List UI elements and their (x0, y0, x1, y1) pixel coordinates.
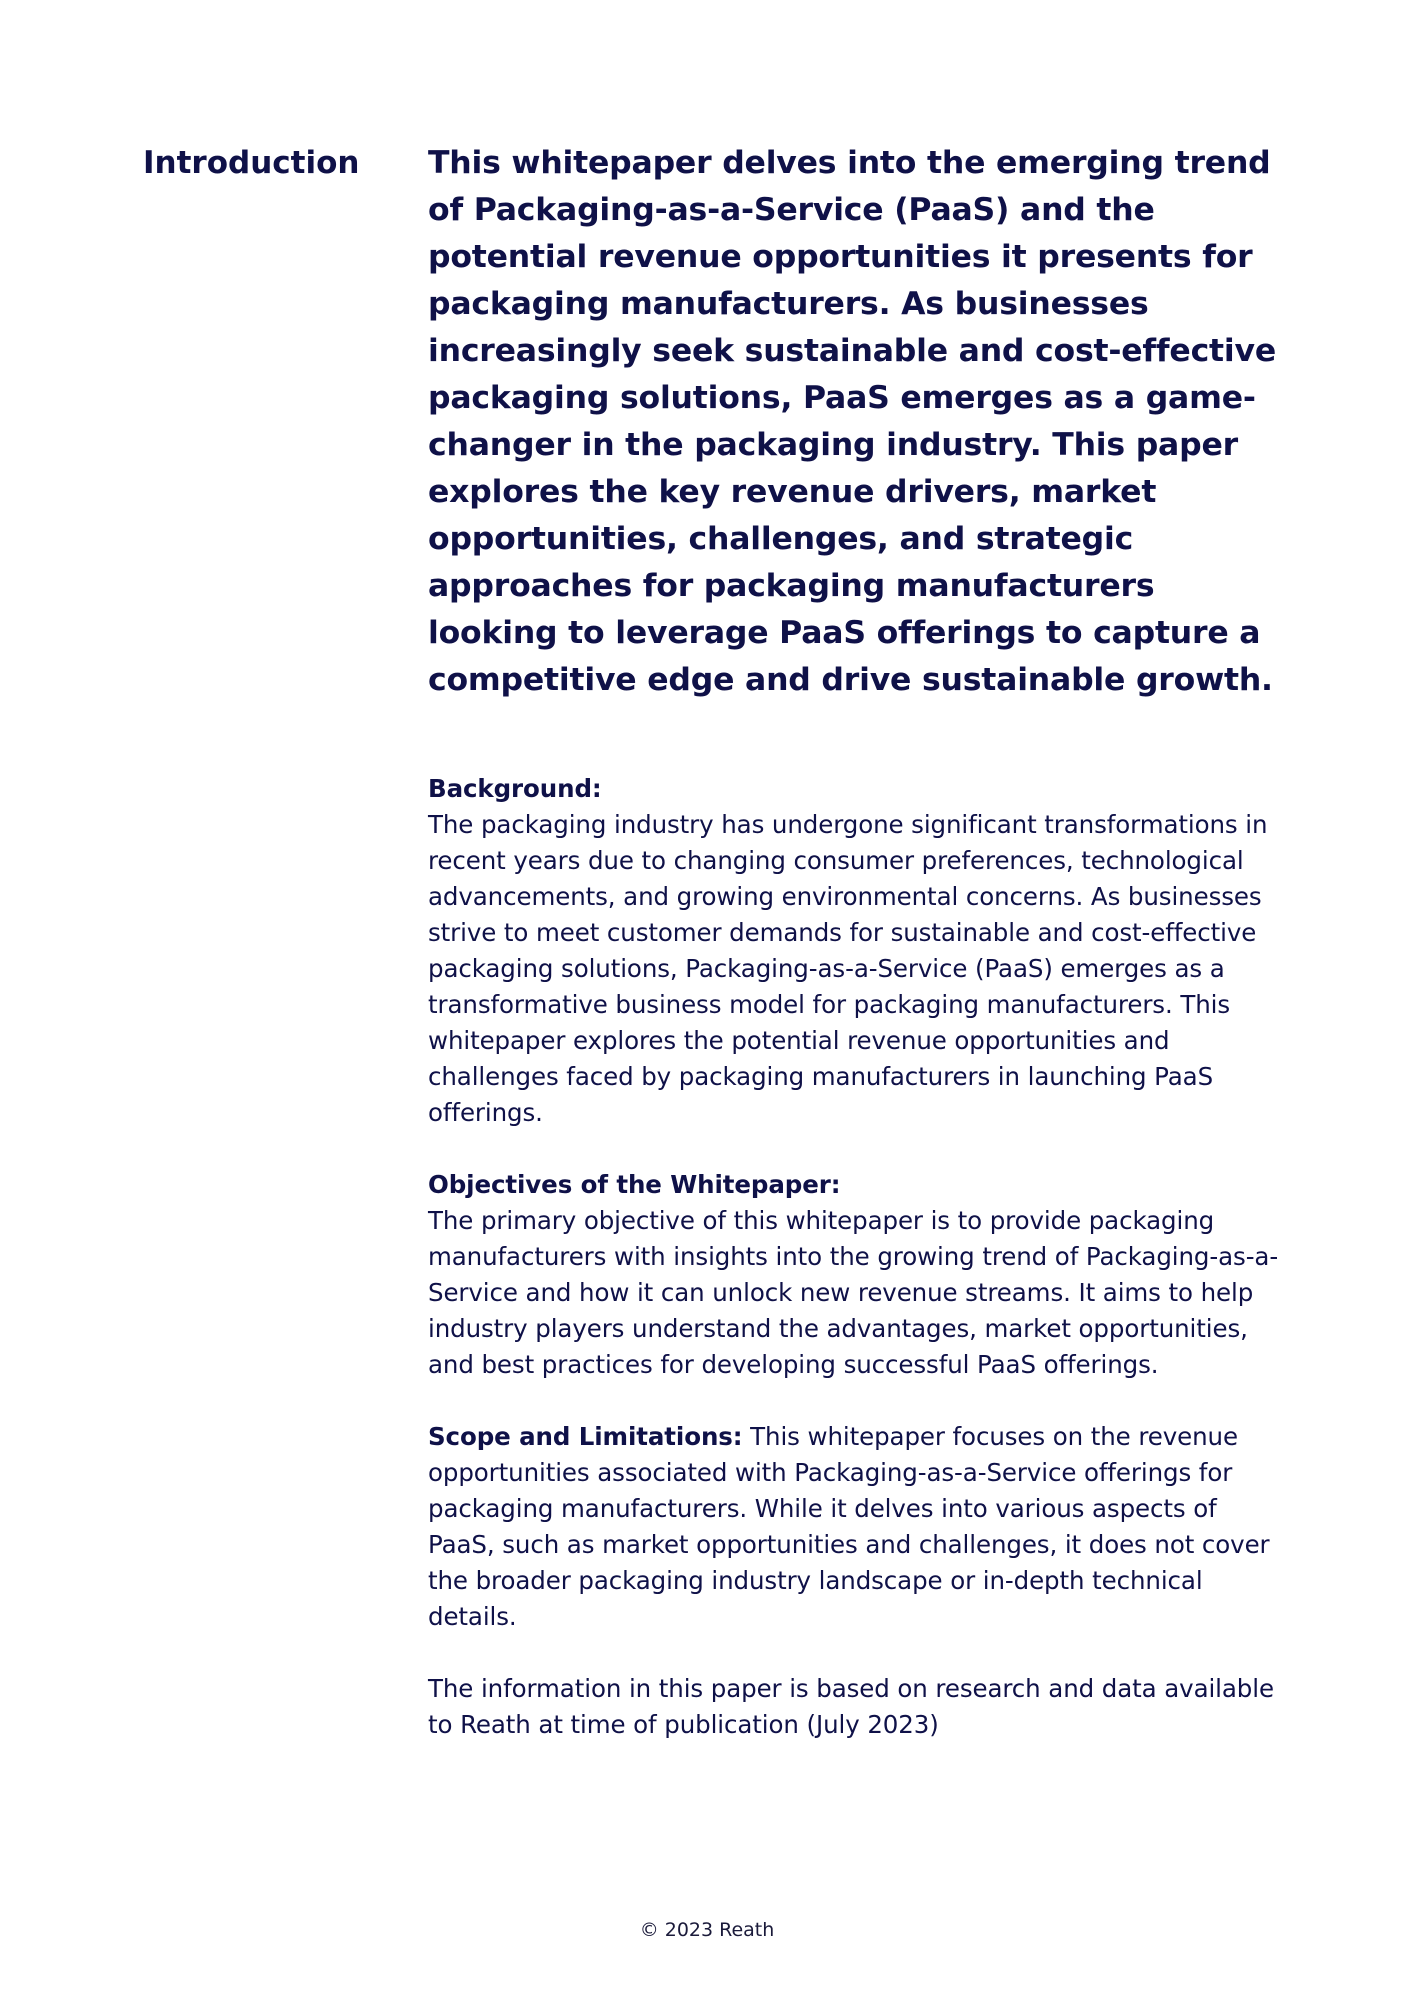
objectives-section (428, 1167, 1288, 1383)
footer-copyright: © 2023 Reath (639, 1919, 775, 1941)
lead-paragraph: This whitepaper delves into the emerging trend of Packaging-as-a-Service (PaaS) and the potential revenue opportunities it presents for packaging manufacturers. As businesses increasingly seek sustainable and cost-effective packaging solutions, PaaS emerges as a game-changer in the packaging industry. This paper explores the key revenue drivers, market opportunities, challenges, and strategic approaches for packaging manufacturers looking to leverage PaaS offerings to capture a competitive edge and drive sustainable growth. (428, 145, 1277, 698)
background-body: The packaging industry has undergone significant transformations in recent years due to changing consumer preferences, technological advancements, and growing environmental concerns. As businesses strive to meet customer demands for sustainable and cost-effective packaging solutions, Packaging-as-a-Service (PaaS) emerges as a transformative business model for packaging manufacturers. This whitepaper explores the potential revenue opportunities and challenges faced by packaging manufacturers in launching PaaS offerings. (428, 810, 1268, 1127)
scope-body: This whitepaper focuses on the revenue opportunities associated with Packaging-as-a-Service offerings for packaging manufacturers. While it delves into various aspects of PaaS, such as market opportunities and challenges, it does not cover the broader packaging industry landscape or in-depth technical details. (428, 1422, 1270, 1631)
content-column (428, 140, 1288, 1779)
objectives-body: The primary objective of this whitepaper is to provide packaging manufacturers with insights into the growing trend of Packaging-as-a-Service and how it can unlock new revenue streams. It aims to help industry players understand the advantages, market opportunities, and best practices for developing successful PaaS offerings. (428, 1206, 1279, 1379)
background-heading: Background: (428, 774, 602, 803)
objectives-heading: Objectives of the Whitepaper: (428, 1170, 841, 1199)
section-label: Introduction (143, 145, 360, 181)
background-section (428, 771, 1288, 1131)
publication-note: The information in this paper is based on research and data available to Reath at time of publication (July 2023) (428, 1674, 1274, 1739)
scope-heading: Scope and Limitations: (428, 1422, 743, 1451)
scope-section (428, 1419, 1288, 1635)
